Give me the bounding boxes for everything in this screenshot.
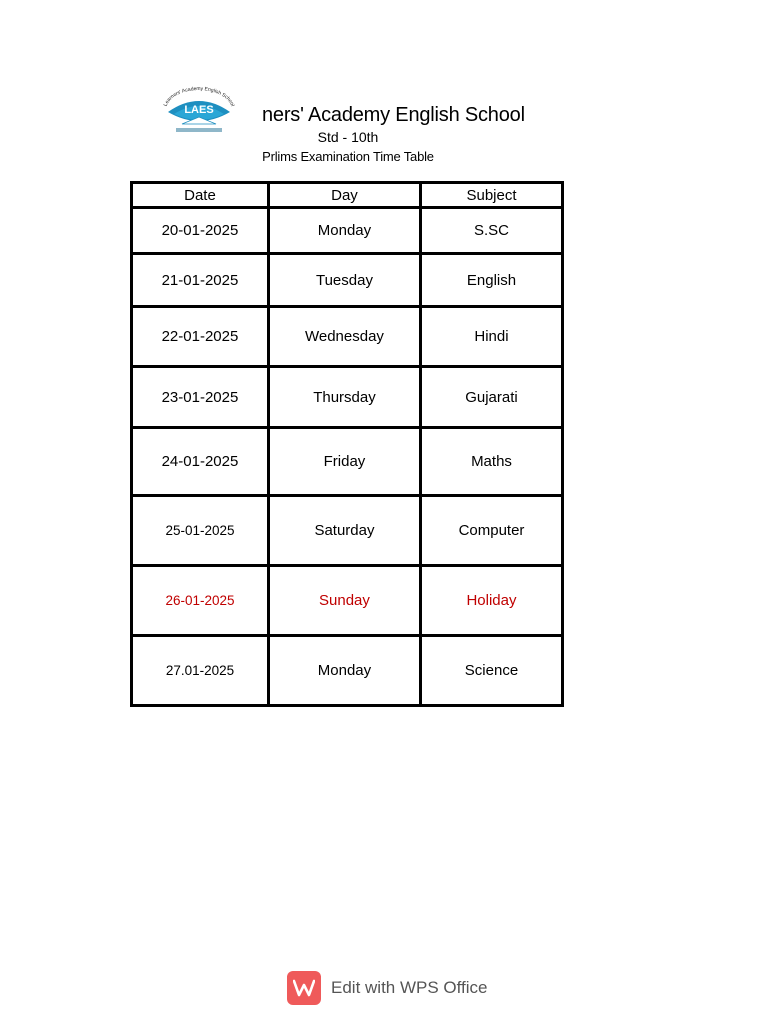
subject-cell: Science — [422, 637, 561, 704]
subject-cell: S.SC — [422, 209, 561, 252]
subject-cell: English — [422, 255, 561, 305]
date-cell: 26-01-2025 — [133, 567, 267, 634]
edit-with-wps-label: Edit with WPS Office — [331, 978, 488, 997]
day-cell: Monday — [270, 209, 419, 252]
table-row — [133, 368, 561, 426]
date-cell: 23-01-2025 — [133, 368, 267, 426]
timetable — [130, 181, 564, 707]
day-cell: Wednesday — [270, 308, 419, 365]
subject-cell: Holiday — [422, 567, 561, 634]
standard-label: Std - 10th — [317, 129, 379, 145]
subject-cell: Computer — [422, 497, 561, 564]
logo-text: LAES — [184, 104, 214, 116]
wps-office-icon — [287, 971, 321, 1005]
date-cell: 24-01-2025 — [133, 429, 267, 494]
logo-arc-text: Learners' Academy English School — [162, 85, 236, 108]
table-row — [133, 308, 561, 365]
table-row — [133, 209, 561, 252]
exam-title: Prlims Examination Time Table — [262, 149, 434, 164]
school-name: ners' Academy English School — [262, 104, 525, 126]
day-cell: Monday — [270, 637, 419, 704]
date-cell: 25-01-2025 — [133, 497, 267, 564]
day-cell: Thursday — [270, 368, 419, 426]
day-cell: Friday — [270, 429, 419, 494]
date-cell: 20-01-2025 — [133, 209, 267, 252]
table-row — [133, 429, 561, 494]
subject-cell: Maths — [422, 429, 561, 494]
subject-cell: Hindi — [422, 308, 561, 365]
table-header-row — [133, 184, 561, 206]
day-cell: Tuesday — [270, 255, 419, 305]
date-cell: 21-01-2025 — [133, 255, 267, 305]
column-header-day: Day — [270, 184, 419, 206]
table-row — [133, 637, 561, 704]
day-cell: Sunday — [270, 567, 419, 634]
edit-with-wps-button[interactable] — [287, 971, 488, 1005]
column-header-date: Date — [133, 184, 267, 206]
date-cell: 22-01-2025 — [133, 308, 267, 365]
date-cell: 27.01-2025 — [133, 637, 267, 704]
table-row — [133, 255, 561, 305]
table-row-holiday — [133, 567, 561, 634]
subject-cell: Gujarati — [422, 368, 561, 426]
day-cell: Saturday — [270, 497, 419, 564]
table-row — [133, 497, 561, 564]
column-header-subject: Subject — [422, 184, 561, 206]
